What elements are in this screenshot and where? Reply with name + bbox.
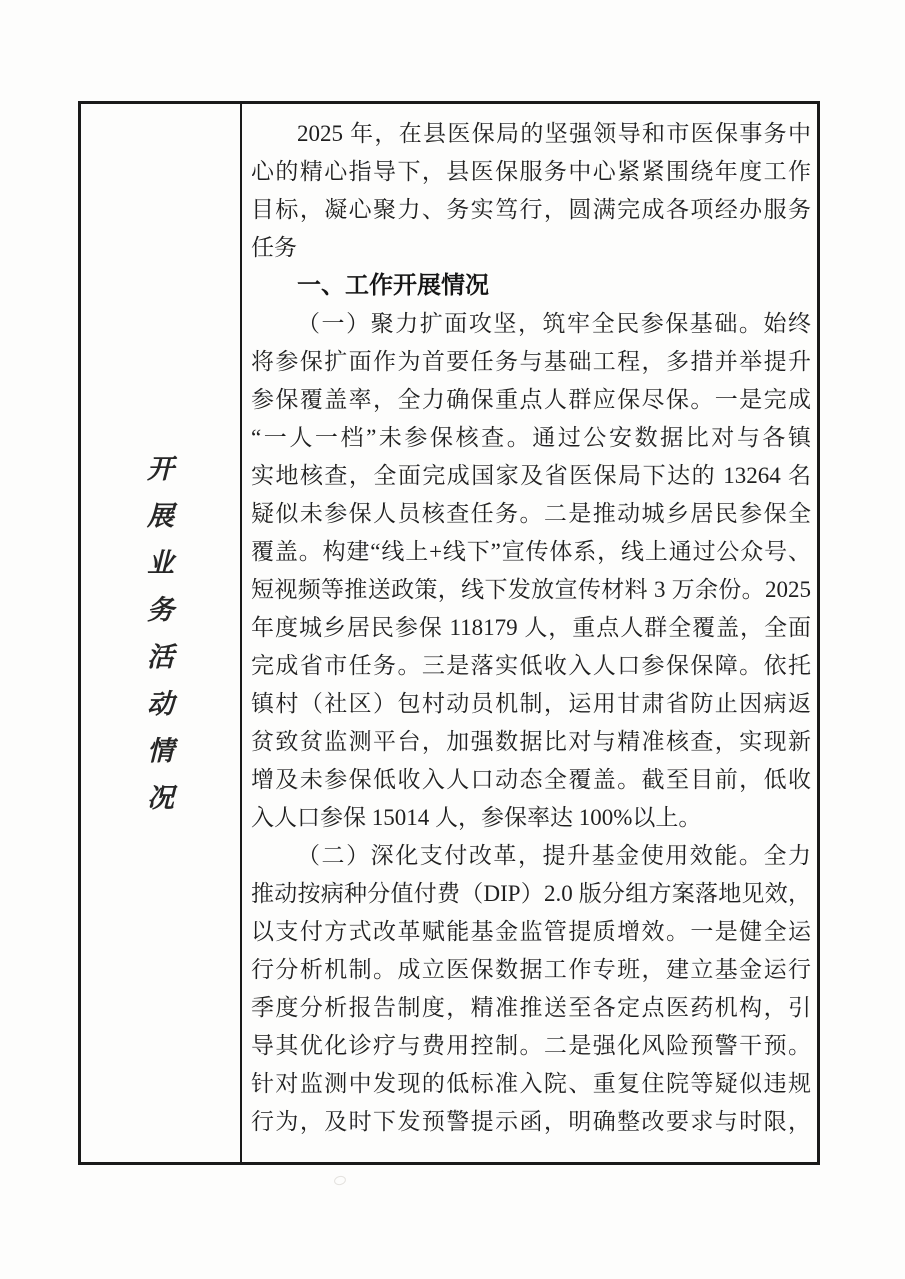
row-header-char: 展 (147, 500, 174, 531)
text-line: 心的精心指导下，县医保服务中心紧紧围绕年度工作 (251, 159, 811, 184)
text-line: 季度分析报告制度，精准推送至各定点医药机构，引 (251, 995, 811, 1020)
text-line: 入人口参保 15014 人，参保率达 100%以上。 (251, 805, 702, 830)
text-line: 以支付方式改革赋能基金监管提质增效。一是健全运 (251, 919, 811, 944)
text-line: 完成省市任务。三是落实低收入人口参保保障。依托 (251, 653, 811, 678)
text-line: 参保覆盖率，全力确保重点人群应保尽保。一是完成 (251, 387, 811, 412)
text-line: 疑似未参保人员核查任务。二是推动城乡居民参保全 (251, 501, 811, 526)
text-line: 目标，凝心聚力、务实笃行，圆满完成各项经办服务 (251, 197, 811, 222)
text-line: 贫致贫监测平台，加强数据比对与精准核查，实现新 (251, 729, 811, 754)
text-line: 镇村（社区）包村动员机制，运用甘肃省防止因病返 (251, 691, 811, 716)
text-line: 针对监测中发现的低标准入院、重复住院等疑似违规 (251, 1071, 811, 1096)
text-line: 一、工作开展情况 (297, 272, 489, 299)
text-line: 将参保扩面作为首要任务与基础工程，多措并举提升 (251, 349, 811, 374)
text-line: 实地核查，全面完成国家及省医保局下达的 13264 名 (251, 463, 811, 488)
row-header-char: 务 (147, 594, 174, 625)
text-line: 年度城乡居民参保 118179 人，重点人群全覆盖，全面 (251, 615, 811, 640)
row-header-char: 情 (147, 735, 174, 766)
row-header-char: 业 (147, 547, 174, 578)
row-header-label (147, 455, 174, 812)
row-header-cell (81, 104, 242, 1162)
row-header-char: 况 (147, 782, 174, 813)
text-line: 行为，及时下发预警提示函，明确整改要求与时限， (251, 1109, 811, 1134)
text-line: “一人一档”未参保核查。通过公安数据比对与各镇 (251, 425, 811, 450)
text-line: 短视频等推送政策，线下发放宣传材料 3 万余份。2025 (251, 577, 811, 602)
text-line: 2025 年，在县医保局的坚强领导和市医保事务中 (297, 121, 811, 146)
row-header-char: 开 (147, 453, 174, 484)
text-line: 行分析机制。成立医保数据工作专班，建立基金运行 (251, 957, 811, 982)
row-header-char: 动 (147, 688, 174, 719)
text-line: 增及未参保低收入人口动态全覆盖。截至目前，低收 (251, 767, 811, 792)
text-line: （一）聚力扩面攻坚，筑牢全民参保基础。始终 (297, 311, 811, 336)
report-table (78, 101, 820, 1165)
text-line: 导其优化诊疗与费用控制。二是强化风险预警干预。 (251, 1033, 811, 1058)
text-line: 覆盖。构建“线上+线下”宣传体系，线上通过公众号、 (251, 539, 811, 564)
scan-artifact (333, 1175, 347, 1187)
text-line: 推动按病种分值付费（DIP）2.0 版分组方案落地见效， (251, 881, 811, 906)
row-header-char: 活 (147, 641, 174, 672)
report-body-cell (242, 104, 817, 1162)
text-line: 任务 (251, 235, 297, 260)
text-line: （二）深化支付改革，提升基金使用效能。全力 (297, 843, 811, 868)
